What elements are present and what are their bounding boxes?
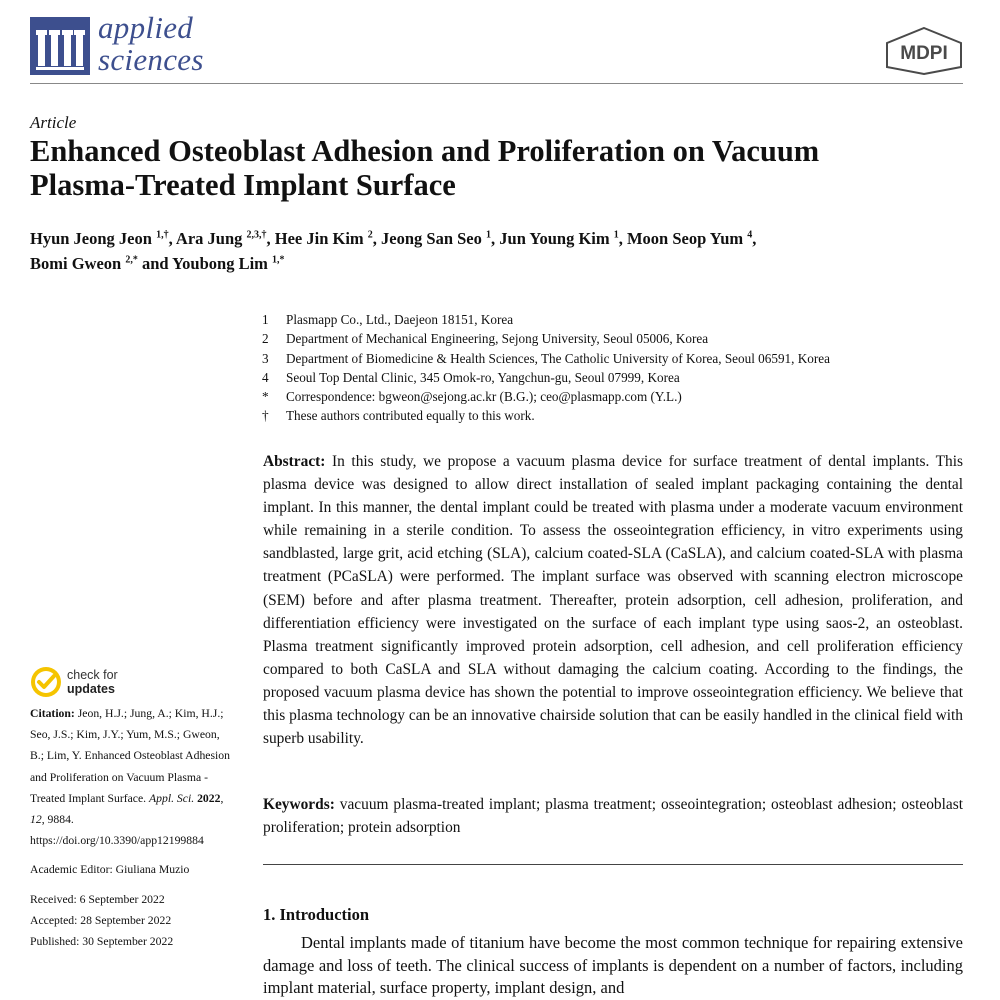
citation: Citation: Jeon, H.J.; Jung, A.; Kim, H.J.; Seo, J.S.; Kim, J.Y.; Yum, M.S.; Gweon, B.; Lim, Y. Enhanced Osteoblast Adhesion and Proliferation on Vacuum Plasma -Treated Implant Surface. Appl. Sci. 2022, 12, 9884. https://doi.org/10.3390/app12199884 [30, 707, 230, 848]
affiliation-item [262, 368, 962, 387]
author-affiliation-mark: 2 [367, 229, 373, 241]
affiliation-mark: 3 [262, 350, 269, 366]
citation-text: Jeon, H.J.; Jung, A.; Kim, H.J.; Seo, J.S.; Kim, J.Y.; Yum, M.S.; Gweon, B.; Lim, Y. Enhanced Osteoblast Adhesion and Proliferation on Vacuum Plasma -Treated Implant Surface. [30, 707, 230, 805]
intro-paragraph [263, 932, 963, 1000]
paper-title [30, 134, 970, 202]
author-affiliation-mark: 1 [613, 229, 619, 241]
affiliation-text: Plasmapp Co., Ltd., Daejeon 18151, Korea [286, 312, 514, 327]
journal-name-line1: applied [98, 10, 194, 45]
received-date: Received: 6 September 2022 [30, 892, 165, 906]
paper-title-line1: Enhanced Osteoblast Adhesion and Proliferation on Vacuum [30, 134, 820, 168]
affiliation-mark: * [262, 389, 269, 405]
affiliation-text: Seoul Top Dental Clinic, 345 Omok-ro, Yangchun-gu, Seoul 07999, Korea [286, 369, 680, 385]
header-divider [30, 83, 963, 84]
author-name: Hyun Jeong Jeon [30, 229, 157, 248]
affiliation-mark: 1 [262, 312, 269, 327]
journal-logo [30, 17, 90, 75]
keywords-label: Keywords: [263, 796, 335, 813]
abstract-label: Abstract: [263, 453, 326, 470]
check-label-line1: check for [67, 668, 118, 682]
author-affiliation-mark: 1,† [156, 229, 169, 241]
affiliation-item [262, 406, 962, 425]
affiliation-text: Department of Biomedicine & Health Sciences, The Catholic University of Korea, Seoul 06591, Korea [286, 350, 830, 366]
author-name: Bomi Gweon [30, 254, 126, 273]
affiliation-item [262, 349, 962, 368]
author-name: Jeong San Seo [381, 229, 487, 248]
published-date: Published: 30 September 2022 [30, 935, 174, 949]
author-name: Ara Jung [175, 229, 247, 248]
citation-label: Citation: [30, 707, 75, 720]
journal-name-line2: sciences [98, 42, 204, 77]
author-name: Moon Seop Yum [626, 229, 748, 248]
affiliation-item [262, 387, 962, 406]
intro-text: Dental implants made of titanium have become the most common technique for repairing extensive damage and loss of teeth. The clinical success of implants is dependent on a number of factors, including implant material, surface property, implant design, and [263, 933, 963, 998]
keywords-text: vacuum plasma-treated implant; plasma treatment; osseointegration; osteoblast adhesion; osteoblast proliferation; protein adsorption [263, 796, 963, 837]
section-divider [263, 864, 963, 865]
journal-name [98, 12, 204, 76]
affiliation-item [262, 329, 962, 348]
keywords [263, 793, 963, 839]
abstract-text: In this study, we propose a vacuum plasma device for surface treatment of dental implants. This plasma device was designed to allow direct installation of sealed implant packaging containing the dental implant. In this manner, the dental implant could be treated with plasma under a moderate vacuum environment while remaining in a sterile condition. To assess the osseointegration efficiency, in vitro experiments using sandblasted, large grit, acid etching (SLA), calcium coated-SLA (CaSLA), and calcium coated-SLA with plasma treatment (PCaSLA) were performed. The implant surface was observed with scanning electron microscope (SEM) before and after plasma treatment. Thereafter, protein adsorption, cell adhesion, proliferation, and differentiation efficiency were investigated on the surface of each implant type using saos-2, an osteoblast. Plasma treatment significantly improved protein adsorption, cell adhesion, and cell proliferation efficiency compared to both CaSLA and SLA without damaging the calcium coating. According to the findings, the proposed vacuum plasma device has shown the potential to improve osseointegration efficiency. We believe that this plasma technology can be an innovative chairside solution that can be easily handled in the clinical field with superb usability. [263, 453, 963, 748]
affiliation-mark: † [262, 408, 269, 424]
paper-title-line2: Plasma-Treated Implant Surface [30, 168, 456, 202]
affiliation-text: Department of Mechanical Engineering, Sejong University, Seoul 05006, Korea [286, 331, 709, 347]
author-name: Hee Jin Kim [274, 229, 368, 248]
author-affiliation-mark: 2,3,† [246, 229, 267, 241]
author-name: Jun Young Kim [499, 229, 614, 248]
affiliations [262, 310, 962, 426]
affiliation-text: Correspondence: bgweon@sejong.ac.kr (B.G.); ceo@plasmapp.com (Y.L.) [286, 389, 682, 405]
accepted-date: Accepted: 28 September 2022 [30, 913, 172, 927]
sidebar-info [30, 703, 230, 952]
author-name: Youbong Lim [172, 254, 273, 273]
check-updates-icon [30, 666, 62, 698]
affiliation-mark: 2 [262, 331, 269, 347]
author-affiliation-mark: 4 [747, 229, 753, 241]
mdpi-text: MDPI [900, 43, 948, 64]
article-type: Article [30, 113, 77, 132]
affiliation-item [262, 310, 962, 329]
intro-heading: 1. Introduction [263, 905, 370, 924]
citation-volume: 12 [30, 813, 42, 827]
citation-journal: Appl. Sci. [149, 791, 195, 805]
check-for-updates-button[interactable] [30, 664, 140, 700]
citation-year: 2022 [197, 791, 221, 805]
affiliation-mark: 4 [262, 369, 269, 385]
affiliation-text: These authors contributed equally to this work. [286, 408, 535, 424]
author-affiliation-mark: 1 [486, 229, 492, 241]
abstract [263, 450, 963, 750]
mdpi-logo [886, 27, 962, 75]
check-label-line2: updates [67, 682, 115, 696]
author-affiliation-mark: 1,* [272, 254, 285, 266]
citation-doi[interactable]: , 9884. https://doi.org/10.3390/app12199884 [30, 813, 204, 848]
academic-editor: Academic Editor: Giuliana Muzio [30, 863, 190, 877]
author-list: Hyun Jeong Jeon $^{1,\dagger}$, Ara Jung $^{2,3,\dagger}$, Hee Jin Kim $^2$, Jeong San Seo $^1$, Jun Young Kim $^1$, Moon Seop Yum $^4$, Bomi Gweon $^{2,*}$ and Youbong Lim $^{1,*}$ [30, 229, 757, 273]
author-affiliation-mark: 2,* [125, 254, 138, 266]
